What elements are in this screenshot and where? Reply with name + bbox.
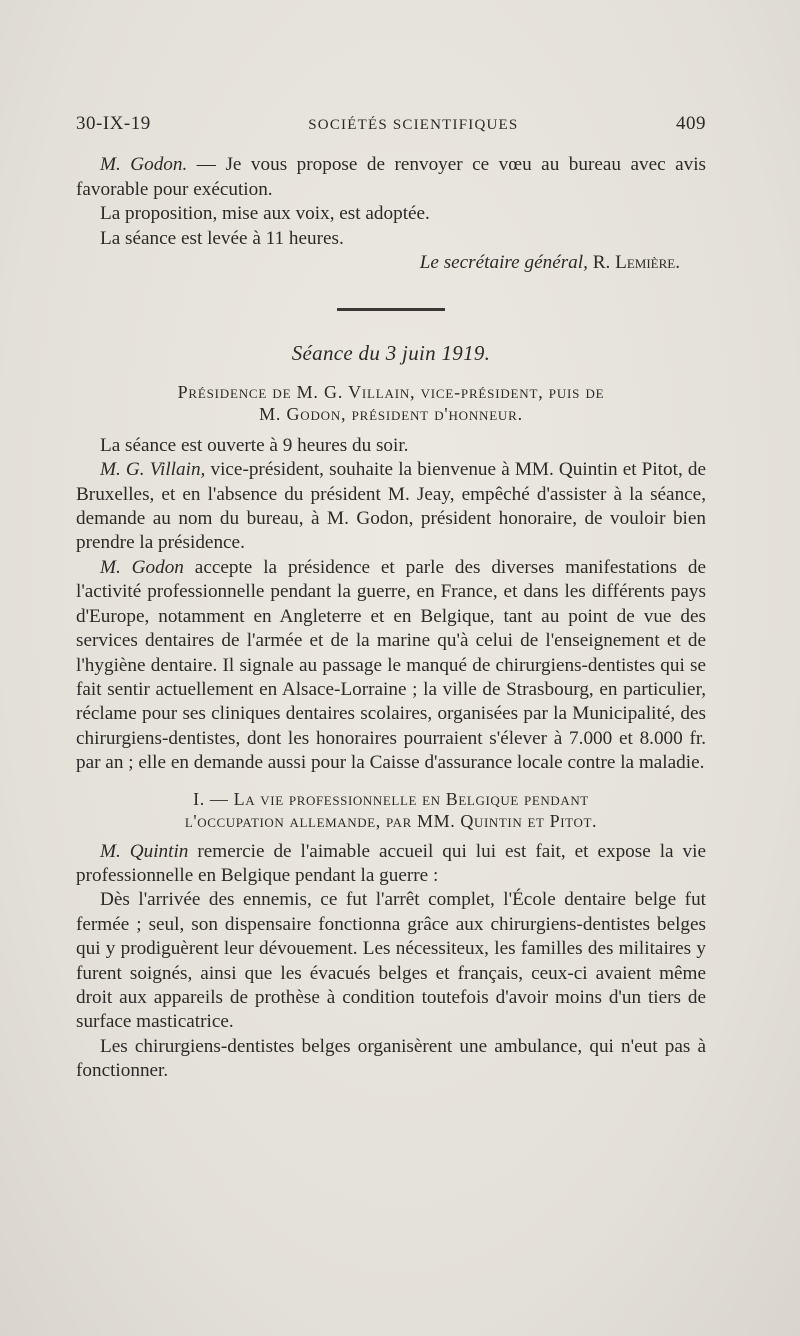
speaker-godon: M. Godon. — [100, 154, 188, 176]
closing-line: La séance est levée à 11 heures. — [100, 227, 344, 249]
opening-speech: — Je vous propose de renvoyer ce vœu au bureau avec avis favorable pour exécution. — [76, 154, 706, 200]
speaker-quintin: M. Quintin — [100, 840, 189, 862]
section-heading-line-1: I. — La vie professionnelle en Belgique pendant — [193, 788, 589, 809]
speaker-godon-2: M. Godon — [100, 556, 184, 578]
adoption-line: La proposition, mise aux voix, est adoptée. — [100, 203, 430, 225]
running-title: SOCIÉTÉS SCIENTIFIQUES — [308, 117, 519, 133]
page-content — [76, 112, 706, 1084]
section-divider — [337, 308, 445, 311]
ambulance-paragraph: Les chirurgiens-dentistes belges organisèrent une ambulance, qui n'eut pas à fonctionner. — [76, 1035, 706, 1082]
header-date: 30-IX-19 — [76, 113, 151, 134]
godon-text: accepte la présidence et parle des diverses manifestations de l'activité professionnelle pendant la guerre, en France, et dans les différents pays d'Europe, notamment en Angleterre et en Belgique, tant au point de vue des services dentaires de l'armée et de la marine qu'à celui de l'enseignement et de l'hygiène dentaire. Il signale au passage le manqué de chirurgiens-dentistes qui se fait sentir actuellement en Alsace-Lorraine ; la ville de Strasbourg, en particulier, réclame pour ses cliniques dentaires scolaires, organisées par la Municipalité, des chirurgiens-dentistes, dont les honoraires pourraient s'élever à 7.000 et 8.000 fr. par an ; elle en demande aussi pour la Caisse d'assurance locale contre la maladie. — [76, 556, 706, 774]
opening-paragraph — [76, 153, 706, 202]
speaker-villain: M. G. Villain, — [100, 459, 206, 481]
signature-role: Le secrétaire général, — [419, 252, 588, 274]
section-heading-line-2: l'occupation allemande, par MM. Quintin et Pitot. — [184, 810, 598, 831]
section-heading — [76, 788, 706, 832]
presidence-line-1: Présidence de M. G. Villain, vice-président, puis de — [177, 381, 605, 402]
villain-text: vice-président, souhaite la bienvenue à MM. Quintin et Pitot, de Bruxelles, et en l'absence du président M. Jeay, empêché d'assister à la séance, demande au nom du bureau, à M. Godon, président honoraire, de vouloir bien prendre la présidence. — [76, 459, 706, 554]
presidence-line-2: M. Godon, président d'honneur. — [259, 403, 523, 424]
occupation-paragraph: Dès l'arrivée des ennemis, ce fut l'arrêt complet, l'École dentaire belge fut fermée ; seul, son dispensaire fonctionna grâce aux chirurgiens-dentistes belges qui y prodiguèrent leur dévouement. Les nécessiteux, les familles des militaires y furent soignés, ainsi que les évacués belges et français, ceux-ci avaient même droit aux appareils de prothèse à condition toutefois d'avoir moins d'un tiers de surface masticatrice. — [76, 889, 706, 1033]
opening-time-paragraph: La séance est ouverte à 9 heures du soir. — [100, 434, 409, 456]
quintin-paragraph — [76, 840, 706, 889]
villain-paragraph — [76, 458, 706, 556]
signature — [76, 251, 680, 275]
running-header — [76, 112, 706, 137]
godon-paragraph — [76, 556, 706, 776]
page-number: 409 — [676, 113, 706, 134]
seance-title-text: Séance du 3 juin 1919. — [291, 341, 491, 366]
signature-name: R. Lemière. — [587, 252, 680, 274]
seance-title — [76, 341, 706, 365]
quintin-text: remercie de l'aimable accueil qui lui est fait, et expose la vie professionnelle en Belgique pendant la guerre : — [76, 840, 706, 886]
presidence-heading — [76, 381, 706, 425]
